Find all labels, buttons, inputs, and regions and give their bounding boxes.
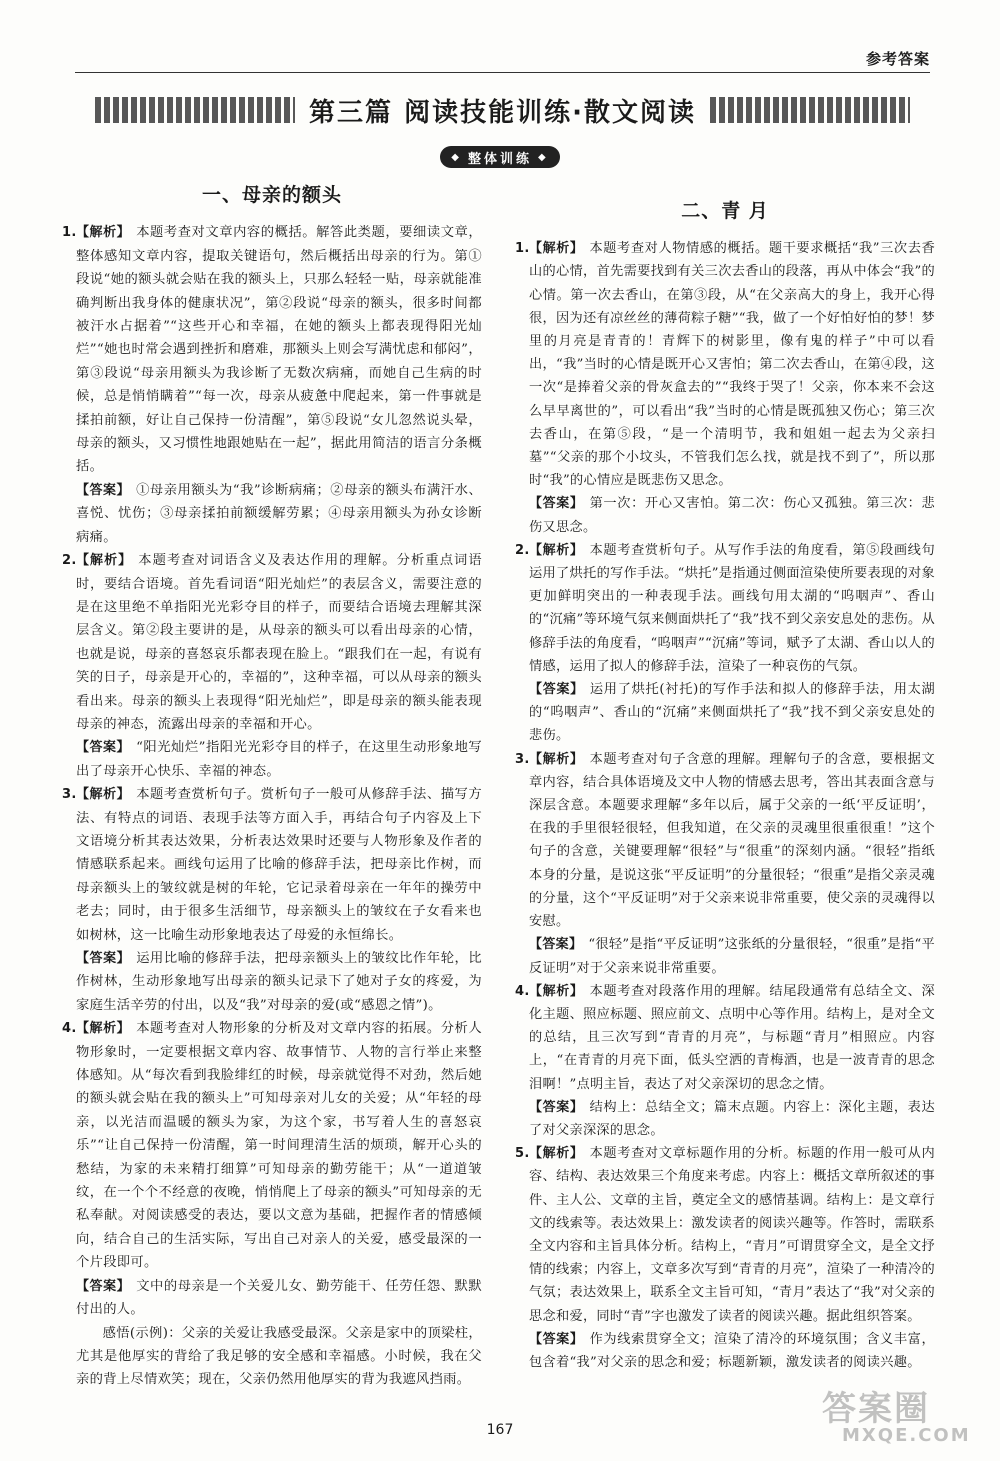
question-item (62, 1017, 482, 1274)
watermark-logo: 答案圈 (822, 1389, 930, 1429)
analysis-tag: 【解析】 (76, 787, 131, 803)
question-item (515, 539, 935, 678)
answer-text: 第一次：开心又害怕。第二次：伤心又孤独。第三次：悲伤又思念。 (529, 496, 935, 535)
header-rule (75, 72, 930, 73)
answer-text: ①母亲用额头为“我”诊断病痛；②母亲的额头布满汗水、喜悦、忧伤；③母亲揉拍前额缓解劳累；④母亲用额头为孙女诊断病痛。 (76, 482, 482, 545)
answer-text: 结构上：总结全文；篇末点题。内容上：深化主题，表达了对父亲深深的思念。 (529, 1099, 935, 1138)
analysis-text: 本题考查赏析句子。赏析句子一般可从修辞手法、描写方法、有特点的词语、表现手法等方面入手，再结合句子内容及上下文语境分析其表达效果，分析表达效果时还要与人物形象及作者的情感联系起来。画线句运用了比喻的修辞手法，把母亲比作树，而母亲额头上的皱纹就是树的年轮，它记录着母亲在一年年的操劳中老去；同时，由于很多生活细节，母亲额头上的皱纹在子女看来也如树林，这一比喻生动形象地表达了母爱的永恒绵长。 (76, 787, 483, 943)
analysis-tag: 【解析】 (529, 241, 584, 257)
page-title: 第三篇 阅读技能训练·散文阅读 (295, 92, 710, 129)
answer-block (515, 933, 935, 979)
answer-extra-text: 感悟(示例)：父亲的关爱让我感受最深。父亲是家中的顶梁柱，尤其是他厚实的背给了我足够的安全感和幸福感。小时候，我在父亲的背上尽情欢笑；现在，父亲仍然用他厚实的背为我遮风挡雨。 (76, 1325, 482, 1388)
section-badge (440, 146, 560, 168)
question-item (62, 221, 482, 478)
analysis-text: 本题考查对人物情感的概括。题干要求概括“我”三次去香山的心情，首先需要找到有关三次去香山的段落，再从中体会“我”的心情。第一次去香山，在第③段，从“在父亲高大的身上，我开心得很，因为还有凉丝丝的薄荷粽子糖”“我，做了一个好怕好怕的梦！梦里的月亮是青青的！青辉下的树影里，像有鬼的样子”中可以看出，“我”当时的心情是既开心又害怕；第二次去香山，在第④段，这一次“是捧着父亲的骨灰盒去的”“我终于哭了！父亲，你本来不会这么早早离世的”，可以看出“我”当时的心情是既孤独又伤心；第三次去香山，在第⑤段，“是一个清明节，我和姐姐一起去为父亲扫墓”“父亲的那个小坟头，不管我们怎么找，就是找不到了”，所以那时“我”的心情应是既悲伤又思念。 (529, 241, 936, 489)
question-number: 4. (62, 1021, 77, 1037)
answer-tag: 【答案】 (76, 482, 131, 498)
answer-text: 运用比喻的修辞手法，把母亲额头上的皱纹比作年轮，比作树林，生动形象地写出母亲的额头记录下了她对子女的疼爱，为家庭生活辛劳的付出，以及“我”对母亲的爱(或“感恩之情”)。 (76, 951, 483, 1013)
analysis-tag: 【解析】 (76, 553, 133, 569)
analysis-text: 本题考查对段落作用的理解。结尾段通常有总结全文、深化主题、照应标题、照应前文、点明中心等作用。结构上，是对全文的总结，且三次写到“青青的月亮”，与标题“青月”相照应。内容上，“在青青的月亮下面，低头空洒的青梅酒，也是一波青青的思念泪啊！”点明主旨，表达了对父亲深切的思念之情。 (529, 983, 935, 1092)
analysis-text: 本题考查对句子含意的理解。理解句子的含意，要根据文章内容，结合具体语境及文中人物的情感去思考，答出其表面含意与深层含意。本题要求理解“多年以后，属于父亲的一纸‘平反证明’，在我的手里很轻很轻，但我知道，在父亲的灵魂里很重很重！”这个句子的含意，关键要理解“很轻”与“很重”的深刻内涵。“很轻”指纸本身的分量，是说这张“平反证明”的分量很轻；“很重”是指父亲灵魂的分量，这个“平反证明”对于父亲来说非常重要，使父亲的灵魂得以安慰。 (529, 751, 935, 930)
analysis-text: 本题考查对文章内容的概括。解答此类题，要细读文章，整体感知文章内容，提取关键语句，然后概括出母亲的行为。第①段说“她的额头就会贴在我的额头上，只那么轻轻一贴，母亲就能准确判断出我身体的健康状况”，第②段说“母亲的额头，很多时间都被汗水占据着”“这些开心和幸福，在她的额头上都表现得阳光灿烂”“她也时常会遇到挫折和磨难，那额头上则会写满忧虑和郁闷”，第③段说“母亲用额头为我诊断了无数次病痛，而她自己生病的时候，总是悄悄瞒着”“每一次，母亲从疲惫中爬起来，第一件事就是揉拍前额，好让自己保持一份清醒”，第⑤段说“女儿忽然说头晕，母亲的额头，又习惯性地跟她贴在一起”，据此用简洁的语言分条概括。 (76, 225, 483, 475)
header-label: 参考答案 (865, 50, 930, 68)
analysis-text: 本题考查对词语含义及表达作用的理解。分析重点词语时，要结合语境。首先看词语“阳光灿烂”的表层含义，需要注意的是在这里绝不单指阳光光彩夺目的样子，而要结合语境去理解其深层含义。第②段主要讲的是，从母亲的额头可以看出母亲的心情，也就是说，母亲的喜怒哀乐都表现在脸上。“跟我们在一起，有说有笑的日子，母亲是开心的，幸福的”，这种幸福，可以从母亲的额头看出来。母亲的额头上表现得“阳光灿烂”，即是母亲的额头能表现母亲的神态，流露出母亲的幸福和开心。 (76, 553, 482, 732)
answer-block (515, 678, 935, 748)
answer-text: 作为线索贯穿全文；渲染了清冷的环境氛围；含义丰富，包含着“我”对父亲的思念和爱；标题新颖，激发读者的阅读兴趣。 (529, 1331, 935, 1370)
question-item (62, 549, 482, 736)
question-number: 2. (515, 542, 530, 558)
analysis-tag: 【解析】 (529, 542, 584, 558)
page-number: 167 (486, 1422, 514, 1438)
answer-tag: 【答案】 (529, 937, 583, 953)
watermark-url: MXQE.COM (842, 1425, 971, 1446)
answer-tag: 【答案】 (529, 1099, 584, 1115)
analysis-tag: 【解析】 (529, 1146, 584, 1162)
answer-block (515, 1328, 935, 1374)
title-band (95, 90, 910, 130)
answer-block (515, 492, 935, 538)
analysis-text: 本题考查对文章标题作用的分析。标题的作用一般可从内容、结构、表达效果三个角度来考虑。内容上：概括文章所叙述的事件、主人公、文章的主旨，奠定全文的感情基调。结构上：是文章行文的线索等。表达效果上：激发读者的阅读兴趣等。作答时，需联系全文内容和主旨具体分析。结构上，“青月”可谓贯穿全文，是全文抒情的线索；内容上，文章多次写到“青青的月亮”，渲染了一种清冷的气氛；表达效果上，联系全文主旨可知，“青月”表达了“我”对父亲的思念和爱，同时“青”字也激发了读者的阅读兴趣。据此组织答案。 (529, 1146, 935, 1324)
answer-text: 文中的母亲是一个关爱儿女、勤劳能干、任劳任怨、默默付出的人。 (76, 1278, 483, 1318)
answer-tag: 【答案】 (529, 682, 584, 698)
answer-block (62, 947, 482, 1017)
analysis-tag: 【解析】 (76, 225, 131, 241)
diamond-icon: ◆ (538, 151, 549, 163)
section-title-left: 一、母亲的额头 (201, 184, 342, 206)
analysis-tag: 【解析】 (76, 1021, 131, 1037)
question-item (515, 748, 935, 934)
analysis-tag: 【解析】 (529, 983, 584, 999)
answer-text: “很轻”是指“平反证明”这张纸的分量很轻，“很重”是指“平反证明”对于父亲来说非常重要。 (529, 937, 936, 976)
question-number: 4. (515, 983, 530, 999)
answer-tag: 【答案】 (76, 740, 131, 756)
question-item (62, 783, 482, 947)
answer-block (62, 1275, 482, 1322)
answer-tag: 【答案】 (529, 496, 584, 512)
answer-text: “阳光灿烂”指阳光光彩夺目的样子，在这里生动形象地写出了母亲开心快乐、幸福的神态。 (76, 740, 482, 779)
question-number: 5. (515, 1146, 530, 1162)
left-column (62, 184, 482, 1392)
question-number: 1. (62, 225, 77, 241)
answer-block (62, 736, 482, 783)
badge-label: 整体训练 (467, 151, 532, 167)
answer-tag: 【答案】 (76, 951, 131, 966)
question-item (515, 1142, 935, 1328)
question-item (515, 237, 935, 492)
analysis-text: 本题考查赏析句子。从写作手法的角度看，第⑤段画线句运用了烘托的写作手法。“烘托”是指通过侧面渲染使所要表现的对象更加鲜明突出的一种表现手法。画线句用太湖的“呜咽声”、香山的“沉痛”等环境气氛来侧面烘托了“我”找不到父亲安息处的悲伤。从修辞手法的角度看，“呜咽声”“沉痛”等词，赋予了太湖、香山以人的情感，运用了拟人的修辞手法，渲染了一种哀伤的气氛。 (529, 542, 935, 674)
section-title-right: 二、青 月 (681, 200, 769, 222)
question-number: 3. (62, 787, 77, 803)
right-column (515, 200, 935, 1374)
question-number: 2. (62, 553, 77, 569)
answer-text: 运用了烘托(衬托)的写作手法和拟人的修辞手法，用太湖的“呜咽声”、香山的“沉痛”来侧面烘托了“我”找不到父亲安息处的悲伤。 (529, 682, 935, 744)
answer-block (62, 479, 482, 549)
analysis-tag: 【解析】 (529, 751, 584, 767)
question-number: 3. (515, 751, 530, 767)
analysis-text: 本题考查对人物形象的分析及对文章内容的拓展。分析人物形象时，一定要根据文章内容、故事情节、人物的言行举止来整体感知。从“每次看到我脸绯红的时候，母亲就觉得不对劲，然后她的额头就会贴在我的额头上”可知母亲对儿女的关爱；从“年轻的母亲，以光洁而温暖的额头为家，为这个家，书写着人生的喜怒哀乐”“让自己保持一份清醒，第一时间理清生活的烦琐，解开心头的愁结，为家的未来精打细算”可知母亲的勤劳能干；从“一道道皱纹，在一个个不经意的夜晚，悄悄爬上了母亲的额头”可知母亲的无私奉献。对阅读感受的表达，要以文意为基础，把握作者的情感倾向，结合自己的生活实际，写出自己对亲人的关爱，感受最深的一个片段即可。 (76, 1021, 483, 1271)
question-number: 1. (515, 241, 530, 257)
question-item (515, 980, 935, 1096)
diamond-icon: ◆ (451, 151, 462, 163)
answer-tag: 【答案】 (529, 1331, 584, 1347)
answer-block (515, 1096, 935, 1142)
site-watermark (812, 1381, 982, 1451)
answer-tag: 【答案】 (76, 1278, 131, 1294)
